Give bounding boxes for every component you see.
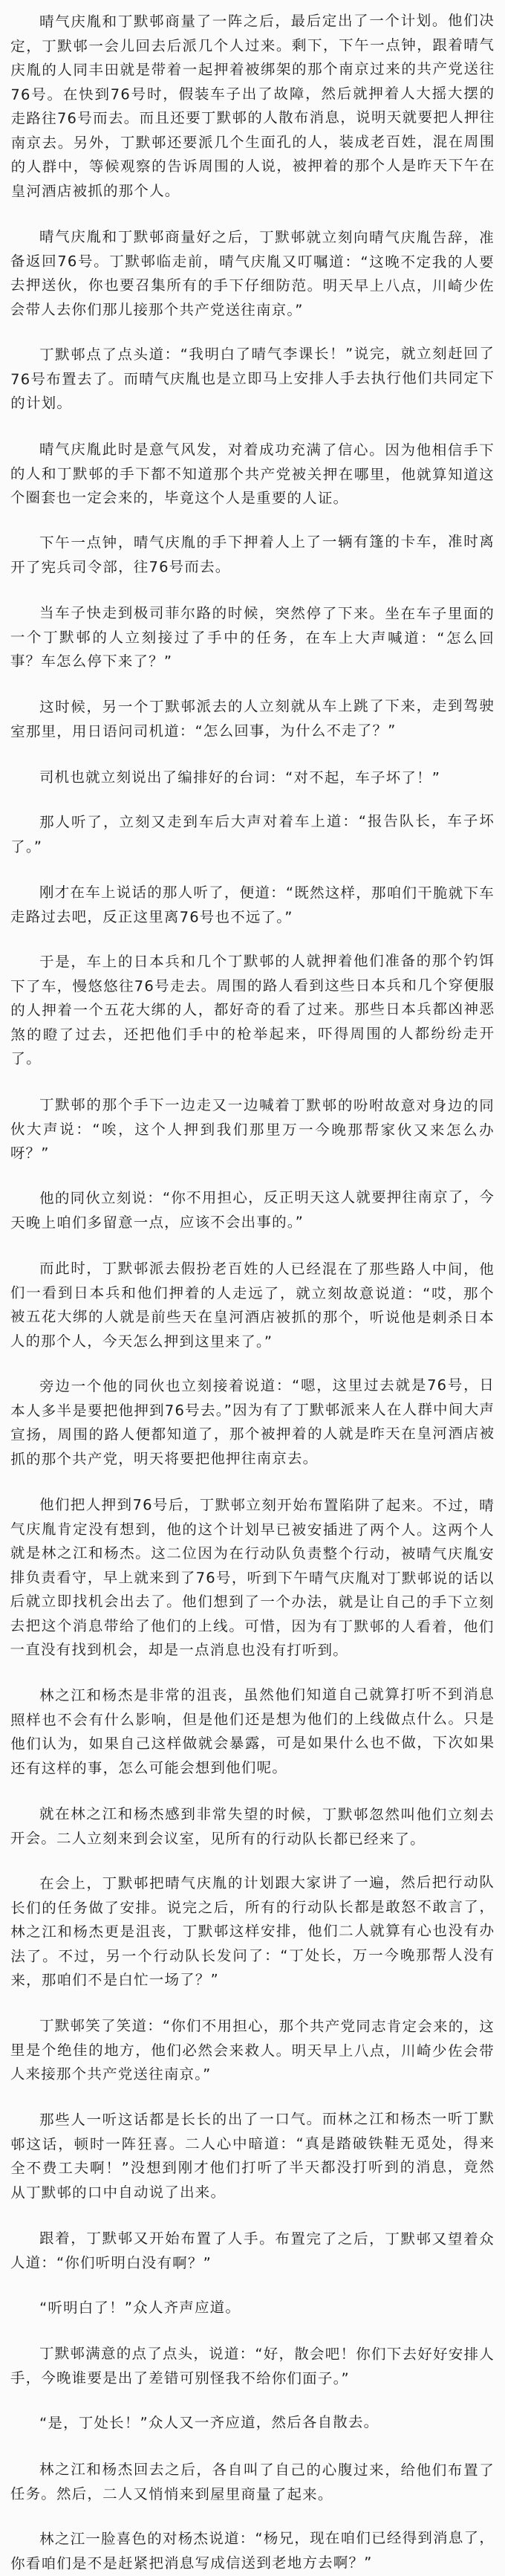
paragraph: 这时候，另一个丁默邨派去的人立刻就从车上跳了下来，走到驾驶室那里，用日语问司机道：“怎么回事，为什么不走了？” — [10, 696, 495, 740]
paragraph: 在会上，丁默邨把晴气庆胤的计划跟大家讲了一遍，然后把行动队长们的任务做了安排。说完之后，所有的行动队长都是敢怒不敢言了，林之江和杨杰更是沮丧，丁默邨这样安排，他们二人就算有心也没有办法了。不过，另一个行动队长发问了：“丁处长，万一今晚那帮人没有来，那咱们不是白忙一场了？” — [10, 1873, 495, 1989]
paragraph: 林之江一脸喜色的对杨杰说道：“杨兄，现在咱们已经得到消息了，你看咱们是不是赶紧把消息写成信送到老地方去啊？” — [10, 2528, 495, 2572]
paragraph: 那些人一听这话都是长长的出了一口气。而林之江和杨杰一听丁默邨这话，顿时一阵狂喜。二人心中暗道：“真是踏破铁鞋无觅处，得来全不费工夫啊！”没想到刚才他们打听了半天都没打听到的消息，竟然从丁默邨的口中自动说了出来。 — [10, 2109, 495, 2201]
paragraph: 下午一点钟，晴气庆胤的手下押着人上了一辆有篷的卡车，准时离开了宪兵司令部，往76号而去。 — [10, 532, 495, 576]
paragraph: 丁默邨点了点头道：“我明白了晴气李课长！”说完，就立刻赶回了76号布置去了。而晴气庆胤也是立即马上安排人手去执行他们共同定下的计划。 — [10, 344, 495, 412]
paragraph: “听明白了！”众人齐声应道。 — [39, 2298, 241, 2317]
paragraph: 旁边一个他的同伙也立刻接着说道：“嗯，这里过去就是76号，日本人多半是要把他押到76号去。”因为有了丁默邨派来人在人群中间大声宣扬，周围的路人便都知道了，那个被押着的人就是昨天在皇河酒店被抓的那个共产党，明天将要把他押往南京去。 — [10, 1376, 495, 1468]
paragraph: 晴气庆胤和丁默邨商量了一阵之后，最后定出了一个计划。他们决定，丁默邨一会儿回去后派几个人过来。剩下，下午一点钟，跟着晴气庆胤的人同丰田就是带着一起押着被绑架的那个南京过来的共产党送往76号。在快到76号时，假装车子出了故障，然后就押着人大摇大摆的走路往76号而去。而且还要丁默邨的人散布消息，说明天就要把人押往南京去。另外，丁默邨还要派几个生面孔的人，装成老百姓，混在周围的人群中，等候观察的告诉周围的人说，被押着的那个人是昨天下午在皇河酒店被抓的那个人。 — [10, 11, 495, 200]
paragraph: 他们把人押到76号后，丁默邨立刻开始布置陷阱了起来。不过，晴气庆胤肯定没有想到，他的这个计划早已被安插进了两个人。这两个人就是林之江和杨杰。这二位因为在行动队负责整个行动，被晴气庆胤安排负责看守，早上就来到了76号，听到下午晴气庆胤对丁默邨说的话以后就立即找机会出去了。他们想到了一个办法，就是让自己的手下立刻去把这个消息带给了他们的上线。可惜，因为有丁默邨的人看着，他们一直没有找到机会，却是一点消息也没有打听到。 — [10, 1496, 495, 1659]
paragraph: “是，丁处长！”众人又一齐应道，然后各自散去。 — [39, 2413, 379, 2432]
paragraph: 于是，车上的日本兵和几个丁默邨的人就押着他们准备的那个钓饵下了车，慢悠悠往76号走去。周围的路人看到这些日本兵和几个穿便服的人押着一个五花大绑的人，都好奇的看了过来。那些日本兵都凶神恶煞的瞪了过去，还把他们手中的枪举起来，吓得周围的人都纷纷走开了。 — [10, 951, 495, 1067]
paragraph: 丁默邨的那个手下一边走又一边喊着丁默邨的吩咐故意对身边的同伙大声说：“唉，这个人押到我们那里万一今晚那帮家伙又来怎么办呀？” — [10, 1096, 495, 1162]
paragraph: 跟着，丁默邨又开始布置了人手。布置完了之后，丁默邨又望着众人道：“你们听明白没有啊？” — [10, 2229, 495, 2271]
paragraph: 司机也就立刻说出了编排好的台词：“对不起，车子坏了！” — [39, 768, 441, 786]
paragraph: 那人听了，立刻又走到车后大声对着车上道：“报告队长，车子坏了。” — [10, 812, 495, 855]
paragraph: 丁默邨满意的点了点头，说道：“好，散会吧！你们下去好好安排人手，今晚谁要是出了差错可别怪我不给你们面子。” — [10, 2345, 495, 2387]
paragraph: 林之江和杨杰是非常的沮丧，虽然他们知道自己就算打听不到消息照样也不会有什么影响，但是他们还是想为他们的上线做点什么。只是他们认为，如果自己这样做就会暴露，可是如果什么也不做，下次如果还有这样的事，怎么可能会想到他们呢。 — [10, 1685, 495, 1776]
paragraph: 晴气庆胤此时是意气风发，对着成功充满了信心。因为他相信手下的人和丁默邨的手下都不知道那个共产党被关押在哪里，他就算知道这个圈套也一定会来的，毕竟这个人是重要的人证。 — [10, 440, 495, 507]
paragraph: 晴气庆胤和丁默邨商量好之后，丁默邨就立刻向晴气庆胤告辞，准备返回76号。丁默邨临走前，晴气庆胤又叮嘱道：“这晚不定我的人要去押送伙，你也要召集所有的手下仔细防范。明天早上八点，川崎少佐会带人去你们那儿接那个共产党送往南京。” — [10, 228, 495, 319]
paragraph: 他的同伙立刻说：“你不用担心，反正明天这人就要押往南京了，今天晚上咱们多留意一点，应该不会出事的。” — [10, 1188, 495, 1232]
paragraph: 林之江和杨杰回去之后，各自叫了自己的心腹过来，给他们布置了任务。然后，二人又悄悄来到屋里商量了起来。 — [10, 2460, 495, 2502]
paragraph: 而此时，丁默邨派去假扮老百姓的人已经混在了那些路人中间，他们一看到日本兵和他们押着的人走远了，就立刻故意说道：“哎，那个被五花大绑的人就是前些天在皇河酒店被抓的那个，听说他是刺杀日本人的那个人，今天怎么押到这里来了。” — [10, 1260, 495, 1350]
paragraph: 刚才在车上说话的那人听了，便道：“既然这样，那咱们干脆就下车走路过去吧，反正这里离76号也不远了。” — [10, 884, 495, 926]
paragraph: 当车子快走到极司菲尔路的时候，突然停了下来。坐在车子里面的一个丁默邨的人立刻接过了手中的任务，在车上大声喊道：“怎么回事？车怎么停下来了？” — [10, 604, 495, 670]
paragraph: 丁默邨笑了笑道：“你们不用担心，那个共产党同志肯定会来的，这里是个绝佳的地方，他们必然会来救人。明天早上八点，川崎少佐会带人来接那个共产党送往南京。” — [10, 2017, 495, 2083]
paragraph: 就在林之江和杨杰感到非常失望的时候，丁默邨忽然叫他们立刻去开会。二人立刻来到会议室，见所有的行动队长都已经来了。 — [10, 1805, 495, 1848]
